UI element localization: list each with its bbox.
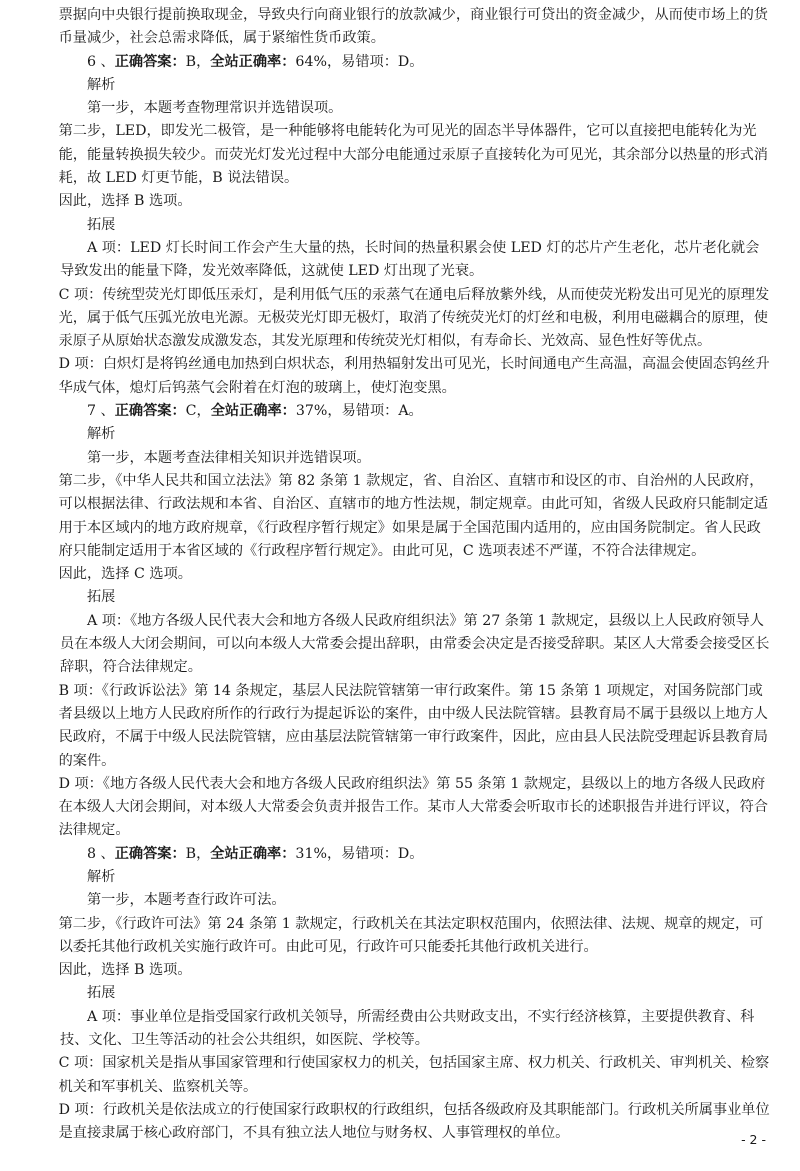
- q7-conclusion: 因此，选择 C 选项。: [58, 566, 192, 583]
- q8-step2: 第二步，《行政许可法》第 24 条第 1 款规定，行政机关在其法定职权范围内，依照法律、法规、规章的规定，可以委托其他行政机关实施行政许可。由此可见，行政许可只能委托其他行政机关进行。: [58, 915, 764, 955]
- q8-option-c: C 项：国家机关是指从事国家管理和行使国家权力的机关，包括国家主席、权力机关、行政机关、审判机关、检察机关和军事机关、监察机关等。: [58, 1055, 770, 1095]
- q8-extend-heading: 拓展: [86, 985, 116, 1002]
- q6-option-a: A 项：LED 灯长时间工作会产生大量的热，长时间的热量积累会使 LED 灯的芯片产生老化，芯片老化就会导致发出的能量下降，发光效率降低，这就使 LED 灯出现了光衰。: [60, 239, 760, 280]
- q7-answer-value: C，: [185, 403, 211, 420]
- q7-option-a: A 项：《地方各级人民代表大会和地方各级人民政府组织法》第 27 条第 1 款规定，县级以上人民政府领导人员在本级人大闭会期间，可以向本级人大常委会提出辞职，由常委会决定是否接受辞职。某区人大常委会接受区长辞职，符合法律规定。: [60, 612, 770, 676]
- q6-rate-label: 全站正确率：: [210, 53, 296, 70]
- q6-analysis-heading: 解析: [86, 76, 116, 93]
- q7-rate-label: 全站正确率：: [210, 403, 296, 420]
- q6-answer-line: [60, 51, 772, 74]
- q8-option-a: A 项：事业单位是指受国家行政机关领导，所需经费由公共财政支出，不实行经济核算，主要提供教育、科技、文化、卫生等活动的社会公共组织，如医院、学校等。: [60, 1008, 755, 1049]
- q8-rate-label: 全站正确率：: [210, 845, 296, 862]
- page-number: - 2 -: [741, 1132, 766, 1147]
- q7-answer-line: [60, 400, 772, 423]
- q6-step2: 第二步，LED，即发光二极管，是一种能够将电能转化为可见光的固态半导体器件，它可以直接把电能转化为光能，能量转换损失较少。而荧光灯发光过程中大部分电能通过汞原子直接转化为可见光，其余部分以热量的形式消耗，故 LED 灯更节能，B 说法错误。: [58, 123, 768, 187]
- q8-option-d: D 项：行政机关是依法成立的行使国家行政职权的行政组织，包括各级政府及其职能部门。行政机关所属事业单位是直接隶属于核心政府部门，不具有独立法人地位与财务权、人事管理权的单位。: [58, 1101, 770, 1142]
- q6-option-c: C 项：传统型荧光灯即低压汞灯，是利用低气压的汞蒸气在通电后释放紫外线，从而使荧光粉发出可见光的原理发光，属于低气压弧光放电光源。无极荧光灯即无极灯，取消了传统荧光灯的灯丝和电极，利用电磁耦合的原理，使汞原子从原始状态激发成激发态，其发光原理和传统荧光灯相似，有寿命长、光效高、显色性好等优点。: [58, 286, 770, 350]
- q8-conclusion: 因此，选择 B 选项。: [58, 962, 192, 979]
- q8-answer-value: B，: [185, 845, 211, 862]
- q6-number: 6 、: [86, 53, 115, 70]
- q6-rate-value: 64%，易错项：D。: [295, 53, 424, 70]
- q7-step2: 第二步，《中华人民共和国立法法》第 82 条第 1 款规定，省、自治区、直辖市和设区的市、自治州的人民政府，可以根据法律、行政法规和本省、自治区、直辖市的地方性法规，制定规章。由此可知，省级人民政府只能制定适用于本区域内的地方政府规章，《行政程序暂行规定》如果是属于全国范围内适用的，应由国务院制定。省人民政府只能制定适用于本省区域的《行政程序暂行规定》。由此可见，C 选项表述不严谨，不符合法律规定。: [58, 472, 768, 559]
- q6-answer-label: 正确答案：: [114, 53, 186, 70]
- q7-analysis-heading: 解析: [86, 426, 116, 443]
- q7-answer-label: 正确答案：: [114, 403, 186, 420]
- q7-number: 7 、: [86, 403, 115, 420]
- q7-option-b: B 项：《行政诉讼法》第 14 条规定，基层人民法院管辖第一审行政案件。第 15 条第 1 项规定，对国务院部门或者县级以上地方人民政府所作的行政行为提起诉讼的案件，由中级人民法院管辖。县教育局不属于县级以上地方人民政府，不属于中级人民法院管辖，应由基层法院管辖第一审行政案件，因此，应由县人民法院受理起诉县教育局的案件。: [58, 682, 768, 769]
- document-body: [60, 4, 772, 1146]
- q6-step1: 第一步，本题考查物理常识并选错误项。: [86, 100, 343, 117]
- q7-rate-value: 37%，易错项：A。: [295, 403, 423, 420]
- q6-option-d: D 项：白炽灯是将钨丝通电加热到白炽状态，利用热辐射发出可见光，长时间通电产生高温，高温会使固态钨丝升华成气体，熄灯后钨蒸气会附着在灯泡的玻璃上，使灯泡变黑。: [58, 356, 770, 396]
- q7-step1: 第一步，本题考查法律相关知识并选错误项。: [86, 449, 371, 466]
- q8-answer-label: 正确答案：: [114, 845, 186, 862]
- q7-extend-heading: 拓展: [86, 589, 116, 606]
- q6-conclusion: 因此，选择 B 选项。: [58, 193, 192, 210]
- q7-option-d: D 项：《地方各级人民代表大会和地方各级人民政府组织法》第 55 条第 1 款规定，县级以上的地方各级人民政府在本级人大闭会期间，对本级人大常委会负责并报告工作。某市人大常委会听取市长的述职报告并进行评议，符合法律规定。: [58, 775, 768, 839]
- q8-rate-value: 31%，易错项：D。: [295, 845, 424, 862]
- q8-answer-line: [60, 843, 772, 866]
- q6-extend-heading: 拓展: [86, 216, 116, 233]
- q8-step1: 第一步，本题考查行政许可法。: [86, 892, 286, 909]
- q6-answer-value: B，: [185, 53, 211, 70]
- q8-analysis-heading: 解析: [86, 868, 116, 885]
- q8-number: 8 、: [86, 845, 115, 862]
- continued-paragraph: 票据向中央银行提前换取现金，导致央行向商业银行的放款减少，商业银行可贷出的资金减少，从而使市场上的货币量减少，社会总需求降低，属于紧缩性货币政策。: [58, 7, 768, 47]
